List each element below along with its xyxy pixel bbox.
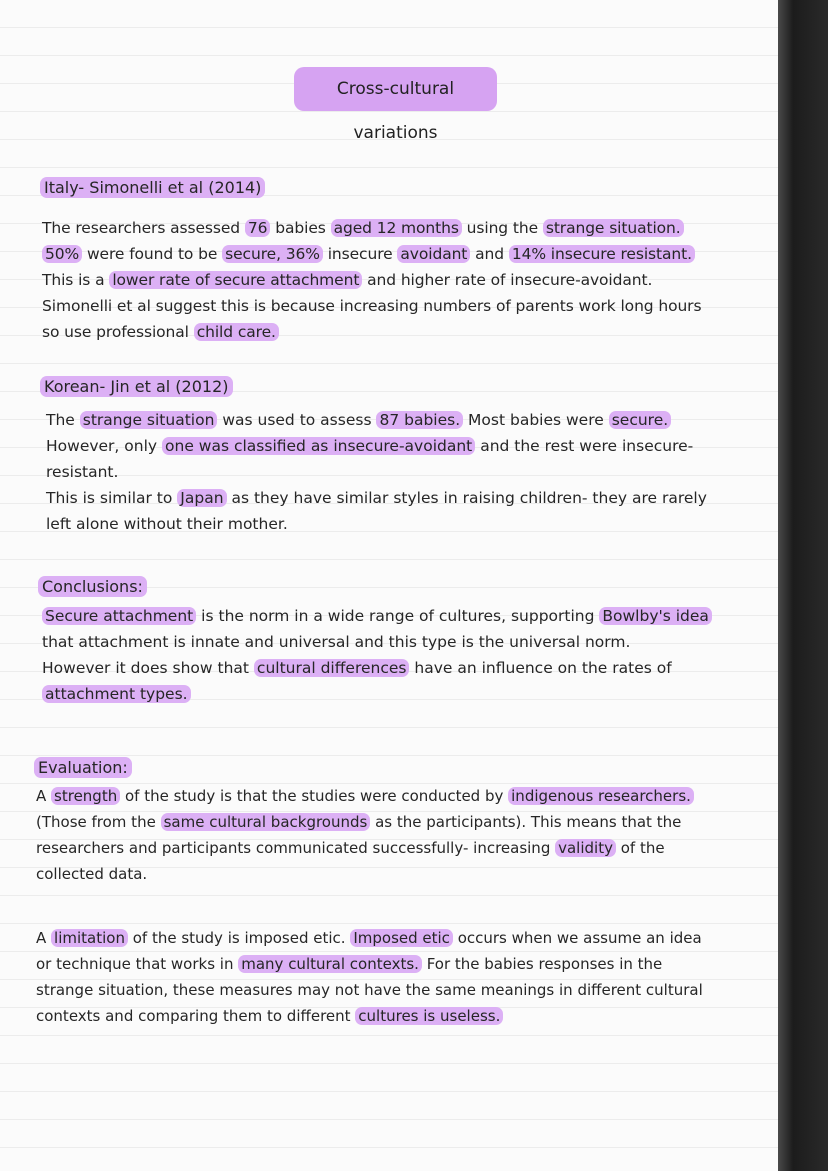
text-segment: strange situation, these measures may not have the same meanings in different cultural [36,981,703,999]
text-segment: This is a [42,271,110,289]
text-line [36,951,703,977]
text-line [46,407,707,433]
highlighted-text: limitation [51,929,128,947]
text-segment: and the rest were insecure- [475,437,694,455]
evaluation-heading: Evaluation: [34,757,132,779]
text-line [36,861,694,887]
text-segment: left alone without their mother. [46,515,288,533]
text-segment: is the norm in a wide range of cultures, supporting [196,607,600,625]
text-segment: Most babies were [463,411,609,429]
evaluation-paragraph [36,783,694,887]
text-line [42,655,712,681]
text-segment: contexts and comparing them to different [36,1007,356,1025]
text-segment: as they have similar styles in raising children- they are rarely [226,489,707,507]
highlighted-text: Secure attachment [42,607,196,625]
highlighted-text: Bowlby's idea [599,607,712,625]
highlighted-text: attachment types. [42,685,191,703]
text-segment: that attachment is innate and universal and this type is the universal norm. [42,633,631,651]
highlighted-text: one was classified as insecure-avoidant [162,437,475,455]
text-segment: was used to assess [217,411,377,429]
text-segment: collected data. [36,865,148,883]
text-line [42,681,712,707]
text-segment: resistant. [46,463,119,481]
highlighted-text: secure. [609,411,671,429]
text-line [42,319,701,345]
highlighted-text: same cultural backgrounds [161,813,371,831]
text-segment: This is similar to [46,489,178,507]
text-line [46,485,707,511]
conclusions-heading: Conclusions: [38,576,147,598]
highlighted-text: cultures is useless. [355,1007,503,1025]
text-segment: were found to be [82,245,223,263]
highlighted-text: aged 12 months [331,219,462,237]
text-segment: A [36,787,52,805]
text-segment: babies [270,219,331,237]
highlighted-text: many cultural contexts. [238,955,422,973]
highlighted-text: strange situation. [543,219,684,237]
italy-paragraph [42,215,701,345]
text-segment: of the [615,839,665,857]
notebook-binding [778,0,828,1171]
text-segment: and higher rate of insecure-avoidant. [362,271,653,289]
text-segment: Simonelli et al suggest this is because increasing numbers of parents work long hours [42,297,702,315]
text-line [36,835,694,861]
text-segment: or technique that works in [36,955,239,973]
highlighted-text: 50% [42,245,82,263]
text-line [36,977,703,1003]
text-segment: The [46,411,80,429]
highlighted-text: Japan [177,489,226,507]
italy-heading: Italy- Simonelli et al (2014) [40,177,265,199]
text-line [36,925,703,951]
text-line [42,267,701,293]
text-line [42,293,701,319]
text-segment: of the study is that the studies were conducted by [120,787,509,805]
text-line [36,1003,703,1029]
text-segment: insecure [322,245,398,263]
text-line [46,511,707,537]
text-segment: occurs when we assume an idea [452,929,702,947]
text-line [46,433,707,459]
text-segment: and [470,245,509,263]
text-line [42,215,701,241]
text-line [36,783,694,809]
text-line [42,603,712,629]
highlighted-text: cultural differences [254,659,410,677]
text-segment: (Those from the [36,813,161,831]
highlighted-text: secure, 36% [222,245,323,263]
text-line [46,459,707,485]
text-line [36,809,694,835]
korean-paragraph [46,407,707,537]
highlighted-text: validity [555,839,616,857]
highlighted-text: Imposed etic [350,929,453,947]
korean-heading: Korean- Jin et al (2012) [40,376,233,398]
page-title: Cross-cultural variations [294,67,497,111]
text-segment: have an influence on the rates of [409,659,672,677]
text-segment: as the participants). This means that the [370,813,682,831]
text-segment: A [36,929,52,947]
highlighted-text: 76 [245,219,271,237]
highlighted-text: 14% insecure resistant. [509,245,695,263]
highlighted-text: strange situation [80,411,218,429]
highlighted-text: strength [51,787,120,805]
text-segment: of the study is imposed etic. [127,929,351,947]
highlighted-text: indigenous researchers. [508,787,694,805]
text-segment: However, only [46,437,163,455]
limitation-paragraph [36,925,703,1029]
text-line [42,629,712,655]
highlighted-text: avoidant [397,245,470,263]
conclusions-paragraph [42,603,712,707]
text-segment: using the [461,219,543,237]
text-segment: researchers and participants communicated successfully- increasing [36,839,556,857]
highlighted-text: child care. [194,323,279,341]
text-segment: For the babies responses in the [421,955,663,973]
highlighted-text: 87 babies. [376,411,463,429]
text-segment: The researchers assessed [42,219,245,237]
text-segment: so use professional [42,323,194,341]
text-line [42,241,701,267]
text-segment: However it does show that [42,659,254,677]
highlighted-text: lower rate of secure attachment [109,271,362,289]
